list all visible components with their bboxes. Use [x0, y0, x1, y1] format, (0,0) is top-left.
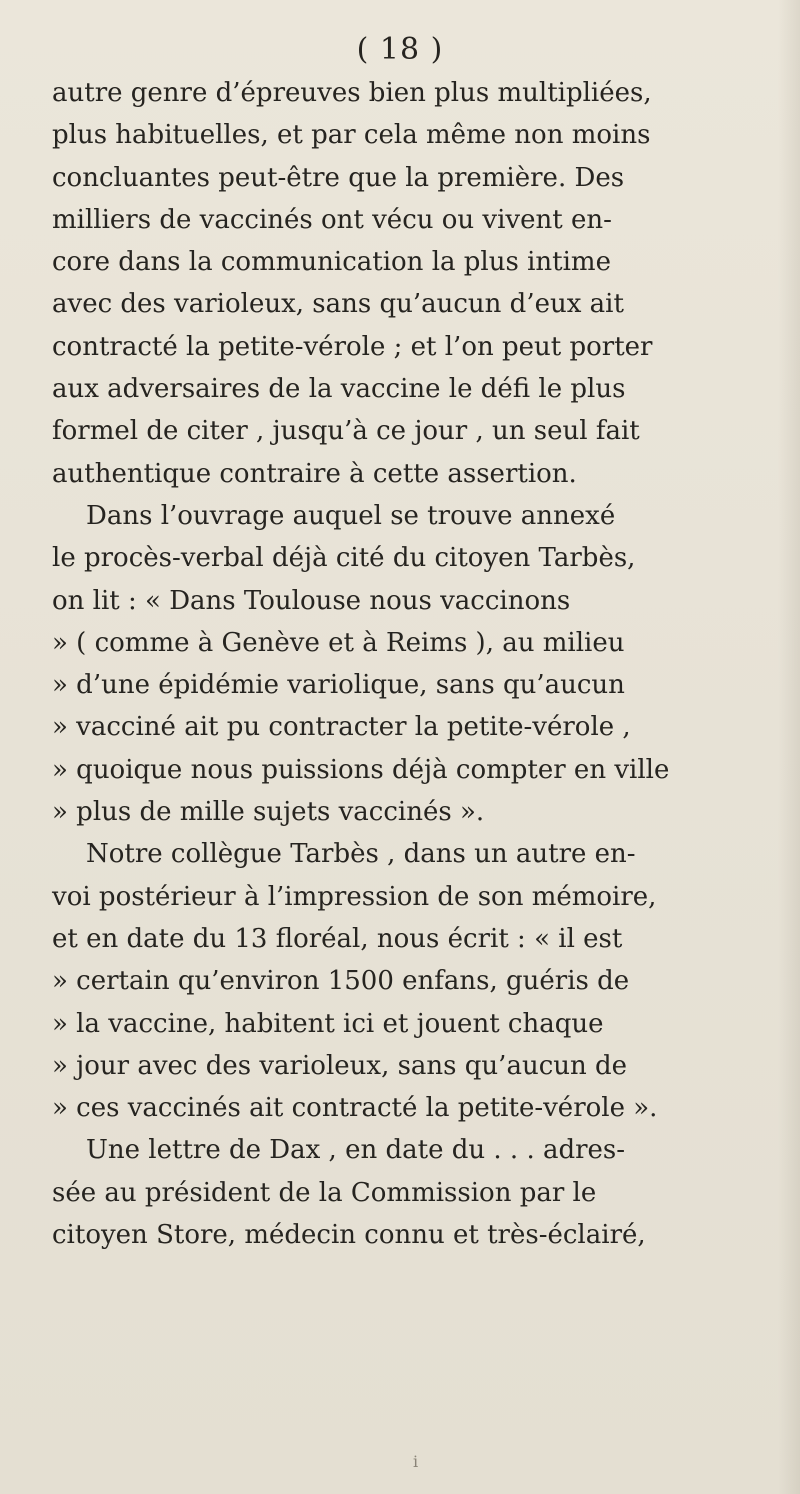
text-line: milliers de vaccinés ont vécu ou vivent en-: [52, 204, 612, 235]
page-number: ( 18 ): [356, 32, 444, 67]
text-line: Dans l’ouvrage auquel se trouve annexé: [86, 500, 616, 531]
text-line: concluantes peut-être que la première. Des: [52, 162, 625, 193]
text-line: sée au président de la Commission par le: [52, 1177, 597, 1208]
text-line: » quoique nous puissions déjà compter en ville: [52, 754, 670, 785]
text-line: et en date du 13 floréal, nous écrit : « il est: [52, 923, 623, 954]
text-line: core dans la communication la plus intime: [52, 247, 611, 278]
body-text: [52, 72, 792, 1256]
text-line: formel de citer , jusqu’à ce jour , un seul fait: [52, 416, 640, 447]
text-line: contracté la petite-vérole ; et l’on peut porter: [52, 331, 653, 362]
text-line: plus habituelles, et par cela même non moins: [52, 120, 651, 151]
text-line: » vacciné ait pu contracter la petite-vérole ,: [52, 712, 631, 743]
text-line: aux adversaires de la vaccine le défi le plus: [52, 374, 626, 405]
text-line: voi postérieur à l’impression de son mémoire,: [52, 881, 657, 912]
text-line: » plus de mille sujets vaccinés ».: [52, 797, 485, 828]
text-line: autre genre d’épreuves bien plus multipliées,: [52, 78, 652, 108]
text-line: » la vaccine, habitent ici et jouent chaque: [52, 1008, 604, 1039]
text-line: Une lettre de Dax , en date du . . . adres-: [86, 1135, 626, 1166]
text-line: authentique contraire à cette assertion.: [52, 458, 577, 489]
text-line: on lit : « Dans Toulouse nous vaccinons: [52, 585, 571, 616]
signature-mark: i: [413, 1452, 419, 1471]
text-line: Notre collègue Tarbès , dans un autre en-: [86, 839, 636, 870]
text-line: citoyen Store, médecin connu et très-éclairé,: [52, 1220, 646, 1251]
text-line: le procès-verbal déjà cité du citoyen Tarbès,: [52, 543, 636, 574]
text-line: » ( comme à Genève et à Reims ), au milieu: [52, 627, 625, 658]
text-line: » certain qu’environ 1500 enfans, guéris de: [52, 966, 630, 997]
text-line: » d’une épidémie variolique, sans qu’aucun: [52, 670, 625, 701]
text-line: » ces vaccinés ait contracté la petite-vérole ».: [52, 1093, 658, 1124]
text-line: avec des varioleux, sans qu’aucun d’eux ait: [52, 289, 624, 320]
text-line: » jour avec des varioleux, sans qu’aucun de: [52, 1050, 628, 1081]
